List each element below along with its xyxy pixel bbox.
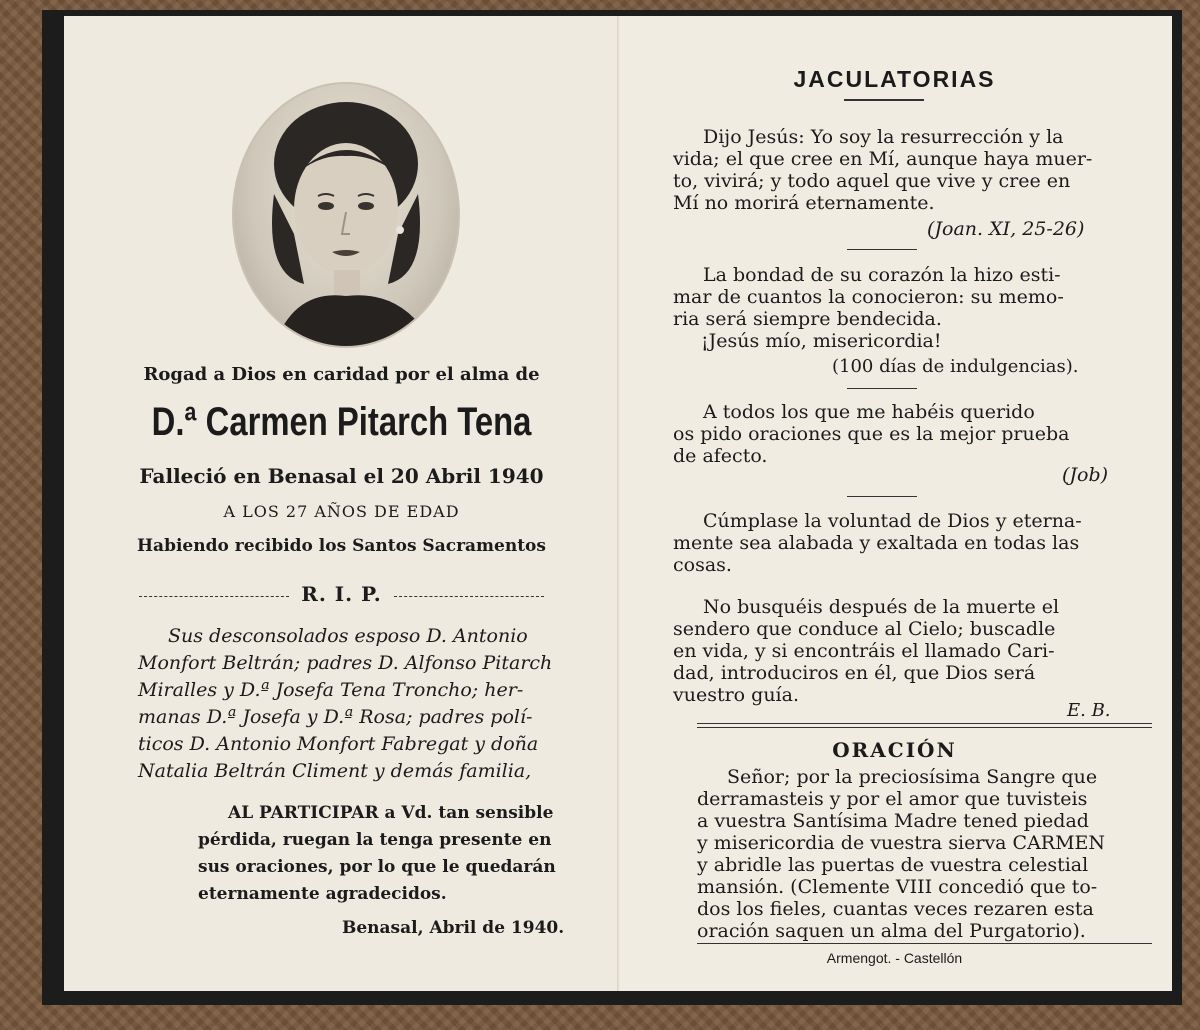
verse-1-reference: (Joan. XI, 25-26) [927,218,1085,240]
verse-divider-2 [847,388,917,389]
verse-1: Dijo Jesús: Yo soy la resurrección y la vida; el que cree en Mí, aunque haya muer- to, vivirá; y todo aquel que vive y cree en Mí no morirá eternamente. [673,126,1093,214]
verse-divider-1 [847,249,917,250]
jaculatorias-title: JACULATORIAS [793,66,996,92]
left-panel [64,16,619,991]
verse-2-reference: (100 días de indulgencias). [832,356,1079,377]
portrait-photo [232,82,460,348]
verse-3: A todos los que me habéis querido os pido oraciones que es la mejor prueba de afecto. [673,401,1070,467]
notice-paragraph: AL PARTICIPAR a Vd. tan sensible pérdida, ruegan la tenga presente en sus oraciones, por lo que le quedarán eternamente agradecidos. [198,803,556,904]
place-date: Benasal, Abril de 1940. [342,918,565,938]
divider-right [394,596,544,597]
family-paragraph: Sus desconsolados esposo D. Antonio Monfort Beltrán; padres D. Alfonso Pitarch Miralles y D.ª Josefa Tena Troncho; her- manas D.ª Josefa y D.ª Rosa; padres polí- ticos D. Antonio Monfort Fabregat y doña Natalia Beltrán Climent y demás familia, [138,625,553,782]
title-underline [844,99,924,101]
printer-credit: Armengot. - Castellón [826,950,963,966]
deceased-name: D.ª Carmen Pitarch Tena [151,400,532,444]
prayer-text: Señor; por la preciosísima Sangre que derramasteis y por el amor que tuvisteis a vuestra Santísima Madre tened piedad y misericordia de vuestra sierva CARMEN y abridle las puertas de vuestra celestial mansión. (Clemente VIII concedió que to- dos los fieles, cuantas veces rezaren esta oración saquen un alma del Purgatorio). [697,766,1106,942]
rip-label: R. I. P. [301,582,382,606]
prayer-divider [697,723,1152,728]
verse-5-reference: E. B. [1067,700,1111,721]
death-info: Falleció en Benasal el 20 Abril 1940 [139,464,544,488]
age-line: A LOS 27 AÑOS DE EDAD [223,502,460,521]
footer-divider [697,943,1152,944]
verse-2-invocation: ¡Jesús mío, misericordia! [701,330,942,352]
portrait-image [234,84,458,346]
memorial-card [42,10,1182,1005]
verse-2: La bondad de su corazón la hizo esti- mar de cuantos la conocieron: su memo- ria será siempre bendecida. [673,264,1064,330]
prayer-title: ORACIÓN [832,738,957,762]
verse-divider-3 [847,496,917,497]
verse-5: No busquéis después de la muerte el sendero que conduce al Cielo; buscadle en vida, y si encontráis el llamado Cari- dad, introduciros en él, que Dios será vuestro guía. [673,596,1060,706]
card-fold [617,16,620,991]
verse-3-reference: (Job) [1062,464,1109,486]
pray-line: Rogad a Dios en caridad por el alma de [143,364,540,385]
verse-4: Cúmplase la voluntad de Dios y eterna- mente sea alabada y exaltada en todas las cosas. [673,510,1082,576]
sacraments-line: Habiendo recibido los Santos Sacramentos [137,536,546,556]
right-panel [617,16,1172,991]
